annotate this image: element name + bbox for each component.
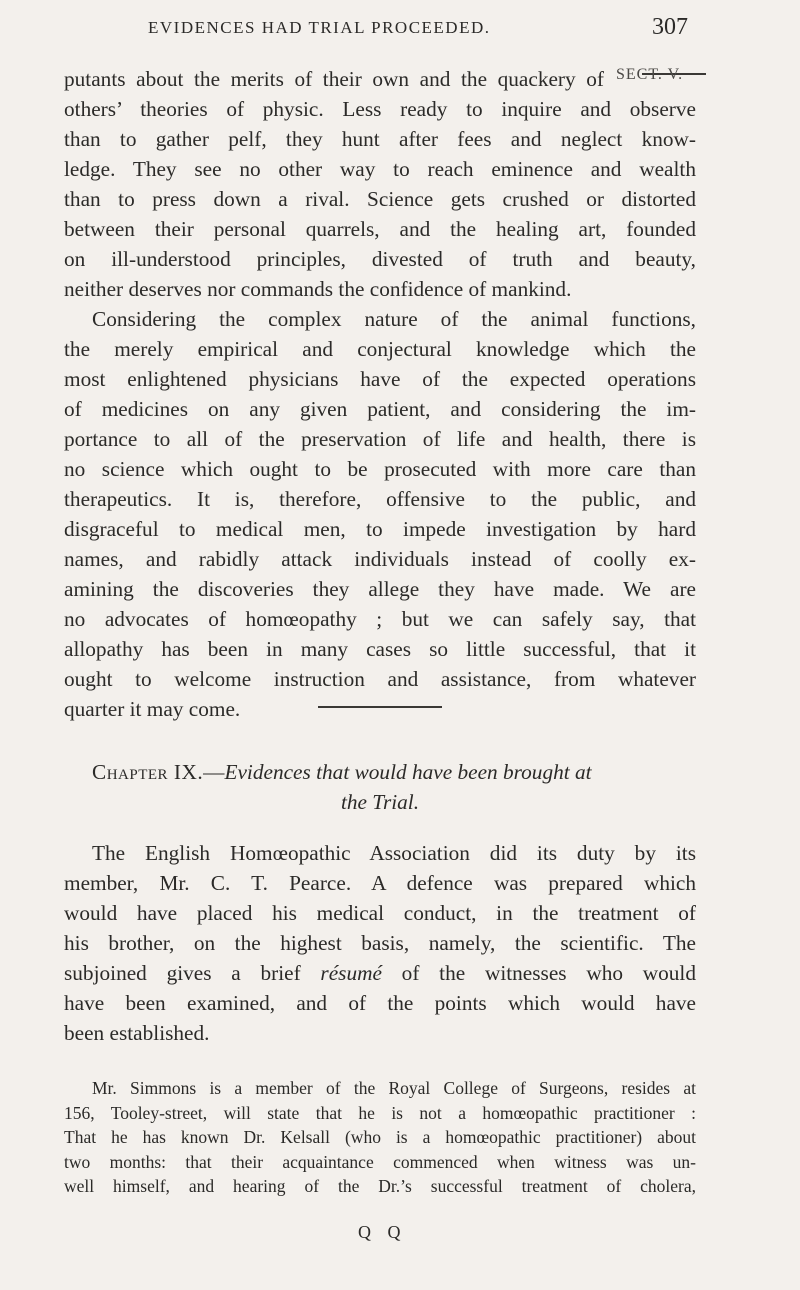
text-line: have been examined, and of the points which would have <box>64 991 696 1015</box>
resume-word: résumé <box>320 961 382 985</box>
text-line: 156, Tooley-street, will state that he is not a homœopathic practitioner : <box>64 1102 696 1123</box>
paragraph-4-small <box>64 1076 696 1199</box>
text-line: That he has known Dr. Kelsall (who is a homœopathic practitioner) about <box>64 1127 696 1148</box>
text-line: most enlightened physicians have of the expected operations <box>64 367 696 391</box>
text-line: therapeutics. It is, therefore, offensive to the public, and <box>64 487 696 511</box>
text-line: no science which ought to be prosecuted with more care than <box>64 457 696 481</box>
text-line: than to gather pelf, they hunt after fees and neglect know- <box>64 127 696 151</box>
page-header <box>0 14 800 48</box>
text-line: amining the discoveries they allege they have made. We are <box>64 577 696 601</box>
section-label: SECT. V. <box>616 66 684 83</box>
text-line: well himself, and hearing of the Dr.’s successful treatment of cholera, <box>64 1176 696 1197</box>
chapter-title-line-1: Evidences that would have been brought at <box>224 760 592 784</box>
text-line: Considering the complex nature of the animal functions, <box>92 307 696 331</box>
text-line: member, Mr. C. T. Pearce. A defence was prepared which <box>64 871 696 895</box>
text-line: his brother, on the highest basis, namely, the scientific. The <box>64 931 696 955</box>
text-line: ought to welcome instruction and assistance, from whatever <box>64 667 696 691</box>
running-head: EVIDENCES HAD TRIAL PROCEEDED. <box>148 18 491 37</box>
text-line: would have placed his medical conduct, in the treatment of <box>64 901 696 925</box>
text-line: quarter it may come. <box>64 697 241 721</box>
text-line: between their personal quarrels, and the healing art, founded <box>64 217 696 241</box>
section-divider <box>318 706 442 708</box>
signature-mark: Q Q <box>358 1222 407 1242</box>
text-line: been established. <box>64 1021 210 1045</box>
page-number: 307 <box>652 14 688 40</box>
text-line: The English Homœopathic Association did its duty by its <box>92 841 696 865</box>
text-line: portance to all of the preservation of life and health, there is <box>64 427 696 451</box>
text-line: subjoined gives a brief résumé of the witnesses who would <box>64 961 696 985</box>
text-line: putants about the merits of their own and the quackery of <box>64 67 604 91</box>
text-line: on ill-understood principles, divested of truth and beauty, <box>64 247 696 271</box>
text-line: disgraceful to medical men, to impede investigation by hard <box>64 517 696 541</box>
text-line: the merely empirical and conjectural knowledge which the <box>64 337 696 361</box>
text-line: ledge. They see no other way to reach eminence and wealth <box>64 157 696 181</box>
chapter-dash: — <box>203 760 225 784</box>
text-line: neither deserves nor commands the confidence of mankind. <box>64 277 572 301</box>
text-line: two months: that their acquaintance commenced when witness was un- <box>64 1151 696 1172</box>
text-line: of medicines on any given patient, and considering the im- <box>64 397 696 421</box>
text-line: Mr. Simmons is a member of the Royal College of Surgeons, resides at <box>92 1078 696 1098</box>
paragraph-2 <box>64 304 696 724</box>
text-line: others’ theories of physic. Less ready to inquire and observe <box>64 97 696 121</box>
text-line: names, and rabidly attack individuals instead of coolly ex- <box>64 547 696 571</box>
chapter-label: Chapter IX. <box>92 760 204 784</box>
paragraph-3 <box>64 838 696 1048</box>
text-line: allopathy has been in many cases so little successful, that it <box>64 637 696 661</box>
text-line: no advocates of homœopathy ; but we can safely say, that <box>64 607 696 631</box>
chapter-title-line-2: the Trial. <box>340 790 420 814</box>
text-line: than to press down a rival. Science gets crushed or distorted <box>64 187 696 211</box>
